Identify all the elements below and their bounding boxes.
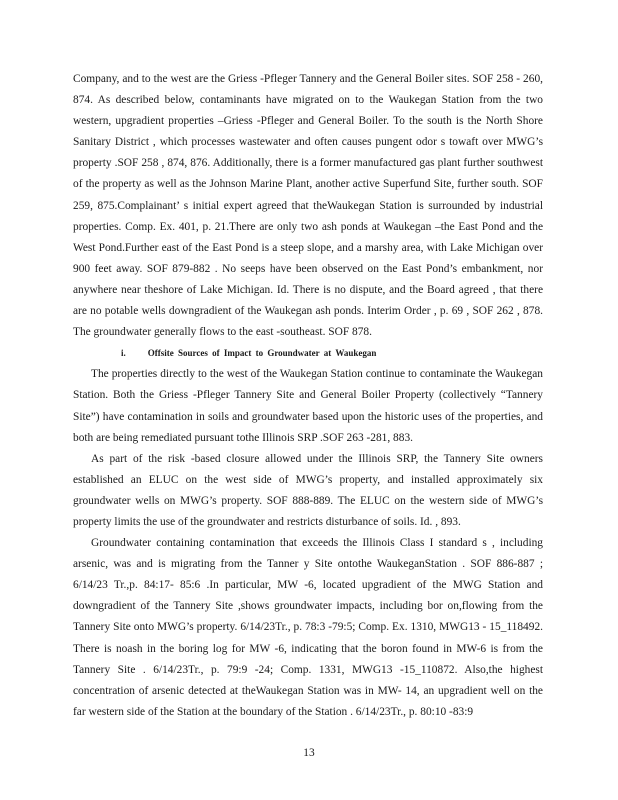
page-number: 13 [303,747,315,759]
document-body [73,69,543,723]
section-heading-number: i. [121,348,126,359]
paragraph-groundwater-migration: Groundwater containing contamination that exceeds the Illinois Class I standard s , including arsenic, was and is migrating from the Tanner y Site ontothe WaukeganStation . SOF 886-887 ; 6/14/23 Tr.,p. 84:17- 85:6 .In particular, MW -6, located upgradient of the MWG Station and downgradient of the Tannery Site ,shows groundwater impacts, including bor on,flowing from the Tannery Site onto MWG’s property. 6/14/23Tr., p. 78:3 -79:5; Comp. Ex. 1310, MWG13 - 15_118492. There is noash in the boring log for MW -6, indicating that the boron found in MW-6 is from the Tannery Site . 6/14/23Tr., p. 79:9 -24; Comp. 1331, MWG13 -15_110872. Also,the highest concentration of arsenic detected at theWaukegan Station was in MW- 14, an upgradient well on the far western side of the Station at the boundary of the Station . 6/14/23Tr., p. 80:10 -83:9 [73,537,543,718]
paragraph-risk-based-closure: As part of the risk -based closure allowed under the Illinois SRP, the Tannery Site owners established an ELUC on the west side of MWG’s property, and installed approximately six groundwater wells on MWG’s property. SOF 888-889. The ELUC on the western side of MWG’s property limits the use of the groundwater and restricts disturbance of soils. Id. , 893. [73,452,543,528]
section-heading-title: Offsite Sources of Impact to Groundwater at Waukegan [147,348,377,359]
paragraph-tannery-contamination: The properties directly to the west of the Waukegan Station continue to contaminate the Waukegan Station. Both the Griess -Pfleger Tannery Site and General Boiler Property (collectively “Tannery Site”) have contamination in soils and groundwater based upon the historic uses of the properties, and both are being remediated pursuant tothe Illinois SRP .SOF 263 -281, 883. [73,368,543,444]
paragraph-site-surroundings: Company, and to the west are the Griess -Pfleger Tannery and the General Boiler sites. SOF 258 - 260, 874. As described below, contaminants have migrated on to the Waukegan Station from the two western, upgradient properties –Griess -Pfleger and General Boiler. To the south is the North Shore Sanitary District , which processes wastewater and often causes pungent odor s towaft over MWG’s property .SOF 258 , 874, 876. Additionally, there is a former manufactured gas plant further southwest of the property as well as the Johnson Marine Plant, another active Superfund Site, further south. SOF 259, 875.Complainant’ s initial expert agreed that theWaukegan Station is surrounded by industrial properties. Comp. Ex. 401, p. 21.There are only two ash ponds at Waukegan –the East Pond and the West Pond.Further east of the East Pond is a steep slope, and a marshy area, with Lake Michigan over 900 feet away. SOF 879-882 . No seeps have been observed on the East Pond’s embankment, nor anywhere near theshore of Lake Michigan. Id. There is no dispute, and the Board agreed , that there are no potable wells downgradient of the Waukegan ash ponds. Interim Order , p. 69 , SOF 262 , 878. The groundwater generally flows to the east -southeast. SOF 878. [73,73,543,339]
section-heading [73,343,543,364]
